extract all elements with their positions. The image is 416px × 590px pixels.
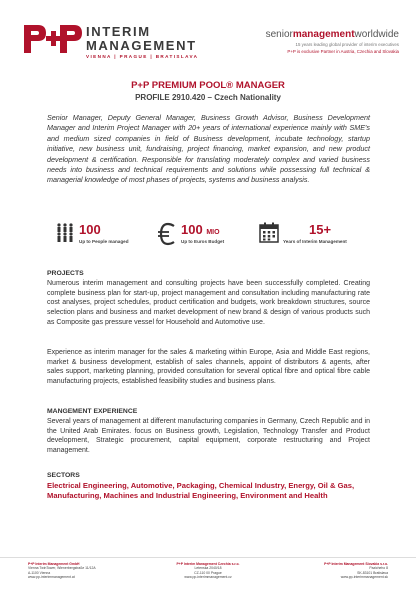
management-heading: MANGEMENT EXPERIENCE [47, 408, 138, 415]
footer-prague-name: P+P Interim Management Czechia s.r.o. [176, 562, 240, 566]
people-icon [55, 222, 75, 244]
partner-sub2: P+P is exclusive Partner in Austria, Czechia and Slovakia [287, 49, 399, 54]
stat-budget-label: Up to Euros Budget [181, 239, 225, 244]
stats-row [47, 220, 370, 250]
euro-icon [157, 222, 177, 246]
footer-vienna-line1: Vienna TwinTower, Wienerbergstraße 11/12A [28, 566, 96, 571]
sectors-heading: SECTORS [47, 472, 80, 479]
projects-heading: PROJECTS [47, 270, 84, 277]
footer-bratislava-line2: SK-83101 Bratislava [357, 570, 388, 575]
footer-vienna-name: P+P Interim Management GmbH [28, 562, 80, 566]
footer-office-vienna [28, 562, 96, 579]
footer-vienna-line2: A-1100 Vienna [28, 570, 51, 575]
partner-sub1: 15 years leading global provider of interim executives [295, 42, 399, 47]
partner-logo [219, 30, 399, 54]
footer-bratislava-name: P+P Interim Management Slovakia s.r.o. [324, 562, 388, 566]
management-paragraph: Several years of management at different manufacturing companies in Germany, Czech Republic and in the United Arab Emirates. focus on Business growth, Legislation, Technology Transfer and Product development, Strategic procurement, capital equipment, corporate restructuring and Project management. [47, 418, 370, 455]
pp-logo-mark-icon [22, 22, 84, 56]
logo-line2: MANAGEMENT [86, 38, 197, 53]
stat-years-value: 15+ [309, 222, 332, 237]
logo-line3: VIENNA | PRAGUE | BRATISLAVA [86, 54, 199, 59]
page-title: P+P PREMIUM POOL® MANAGER [131, 80, 285, 91]
calendar-icon [259, 222, 279, 244]
footer-office-bratislava [324, 562, 388, 579]
footer-office-prague [158, 562, 258, 579]
projects-paragraph-1: Numerous interim management and consulting projects have been successfully completed. Creating complete business plan for start-up, project management and consultation including manufacturing rate cost analyses, project schedules, product certification and budgets, work breakdown structures, source selection plans and business and market development of new brand & design of various products such as Composite gas pressure vessel for Household and Automotive use. [47, 280, 370, 326]
partner-brand: seniormanagementworldwide [265, 29, 399, 40]
footer-bratislava-line1: Pazicheho 8 [369, 566, 388, 571]
pp-logo [22, 22, 202, 59]
stat-budget-value: 100 MIO [181, 222, 220, 237]
sectors-list: Electrical Engineering, Automotive, Packaging, Chemical Industry, Energy, Oil & Gas, Manufacturing, Machines and Industrial Engineering, Environment and Health [47, 481, 355, 501]
projects-paragraph-2: Experience as interim manager for the sales & marketing within Europe, Asia and Middle East regions, market & business development, establish of sales channels, appoint of distributors & agents, after sales support, marketing planning, provided consultation for several optical fibre and optical fibre cable manufacturing projects, established feasibility studies and business plans. [47, 349, 370, 386]
footer [0, 557, 416, 590]
stat-years-label: Years of Interim Management [283, 239, 347, 244]
logo-line1: INTERIM [86, 24, 151, 39]
intro-summary: Senior Manager, Deputy General Manager, Business Growth Advisor, Business Development Manager and Interim Project Manager with 20+ years of international experience mainly with SME's and medium sized companies in field of Business development, incubate technology, startup initiative, new business unit, fundraising, project financing, market expansion, and new product development & certification. Responsible for translating moderately complex and varied business needs into business and technical requirements and solutions while possessing full technical & managerial knowledge of most phases of projects, systems and business analysis. [47, 113, 370, 185]
stat-people-label: Up to People managed [79, 239, 129, 244]
profile-subtitle: PROFILE 2910.420 – Czech Nationality [135, 93, 281, 102]
footer-prague-web-link[interactable]: www.pp-interimmanagement.cz [184, 574, 232, 579]
footer-prague-line2: CZ-110 00 Prague [194, 570, 222, 575]
footer-bratislava-web-link[interactable]: www.pp-interimmanagement.sk [340, 574, 388, 579]
header [0, 0, 416, 72]
footer-vienna-web-link[interactable]: www.pp-interimmanagement.at [28, 574, 75, 579]
footer-prague-line1: Letenska 2040/18 [194, 566, 222, 571]
stat-people-value: 100 [79, 222, 101, 237]
